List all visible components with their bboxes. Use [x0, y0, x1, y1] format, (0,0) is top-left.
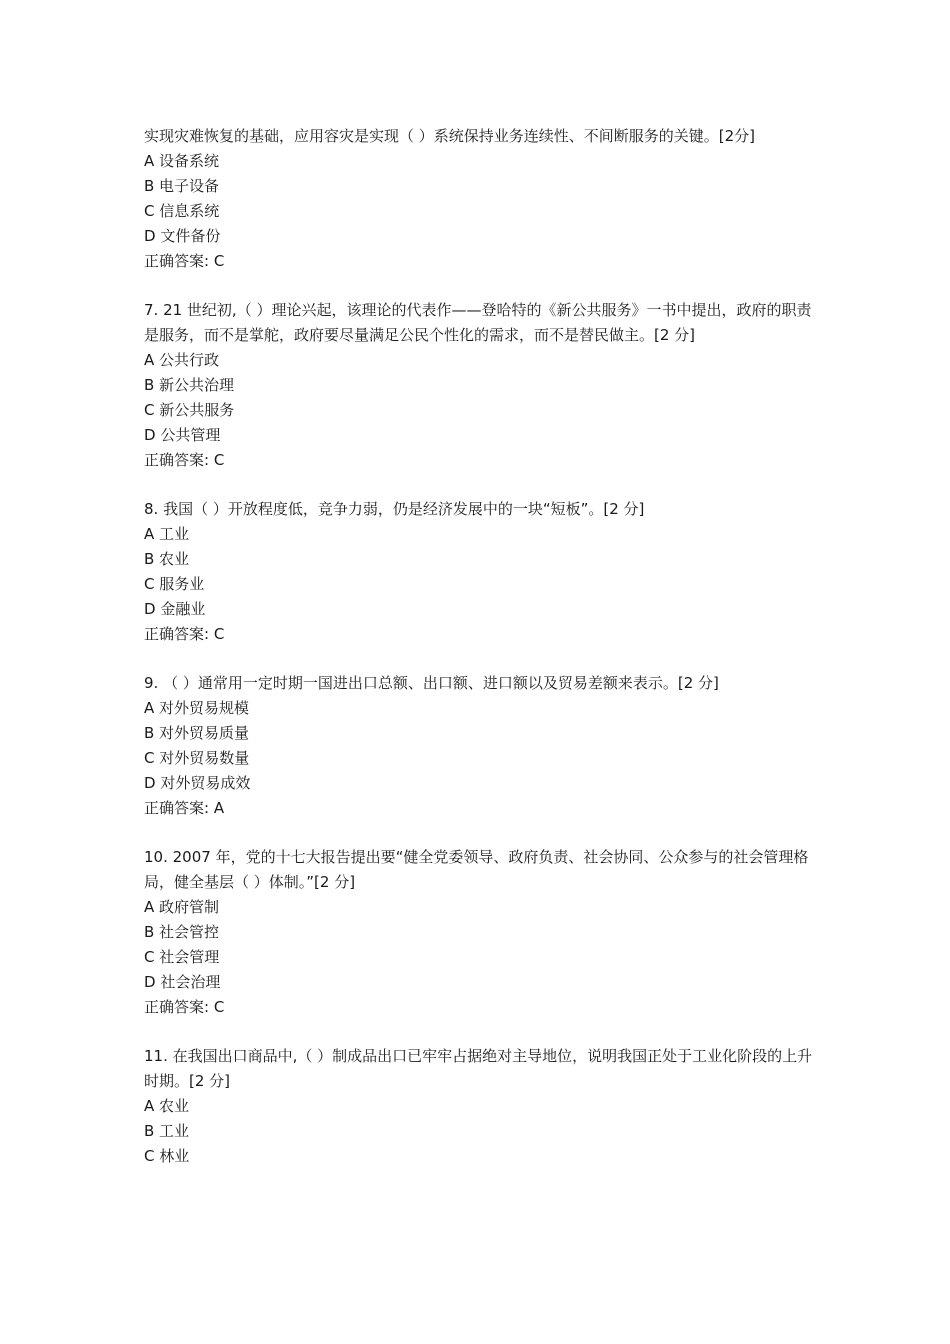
option-c: C 社会管理: [144, 948, 220, 966]
option-d: D 文件备份: [144, 227, 221, 245]
question-text: 实现灾难恢复的基础，应用容灾是实现（ ）系统保持业务连续性、不间断服务的关键。[2分]: [144, 127, 756, 145]
correct-answer: 正确答案: C: [144, 625, 225, 643]
option-b: B 对外贸易质量: [144, 724, 250, 742]
question-10: [144, 845, 814, 1020]
correct-answer: 正确答案: C: [144, 998, 225, 1016]
option-b: B 工业: [144, 1122, 190, 1140]
option-b: B 电子设备: [144, 177, 220, 195]
question-7: [144, 298, 814, 473]
option-a: A 设备系统: [144, 152, 220, 170]
option-b: B 农业: [144, 550, 190, 568]
question-text: 11. 在我国出口商品中,（ ）制成品出口已牢牢占据绝对主导地位，说明我国正处于工业化阶段的上升时期。[2 分]: [144, 1047, 813, 1090]
correct-answer: 正确答案: C: [144, 451, 225, 469]
option-a: A 政府管制: [144, 898, 220, 916]
option-c: C 新公共服务: [144, 401, 235, 419]
question-continuation: [144, 124, 814, 274]
correct-answer: 正确答案: C: [144, 252, 225, 270]
option-c: C 对外贸易数量: [144, 749, 250, 767]
option-c: C 林业: [144, 1147, 190, 1165]
option-a: A 工业: [144, 525, 190, 543]
option-d: D 金融业: [144, 600, 206, 618]
question-11: [144, 1044, 814, 1169]
option-c: C 服务业: [144, 575, 205, 593]
question-8: [144, 497, 814, 647]
question-text: 10. 2007 年，党的十七大报告提出要“健全党委领导、政府负责、社会协同、公众参与的社会管理格局，健全基层（ ）体制。”[2 分]: [144, 848, 809, 891]
option-a: A 公共行政: [144, 351, 220, 369]
option-b: B 社会管控: [144, 923, 220, 941]
option-d: D 对外贸易成效: [144, 774, 251, 792]
question-text: 9. （ ）通常用一定时期一国进出口总额、出口额、进口额以及贸易差额来表示。[2 分]: [144, 674, 719, 692]
option-b: B 新公共治理: [144, 376, 235, 394]
question-9: [144, 671, 814, 821]
option-d: D 公共管理: [144, 426, 221, 444]
question-text: 8. 我国（ ）开放程度低，竞争力弱，仍是经济发展中的一块“短板”。[2 分]: [144, 500, 645, 518]
correct-answer: 正确答案: A: [144, 799, 225, 817]
option-d: D 社会治理: [144, 973, 221, 991]
option-a: A 农业: [144, 1097, 190, 1115]
question-text: 7. 21 世纪初,（ ）理论兴起，该理论的代表作——登哈特的《新公共服务》一书中提出，政府的职责是服务，而不是掌舵，政府要尽量满足公民个性化的需求，而不是替民做主。[2 分]: [144, 301, 812, 344]
option-a: A 对外贸易规模: [144, 699, 250, 717]
option-c: C 信息系统: [144, 202, 220, 220]
